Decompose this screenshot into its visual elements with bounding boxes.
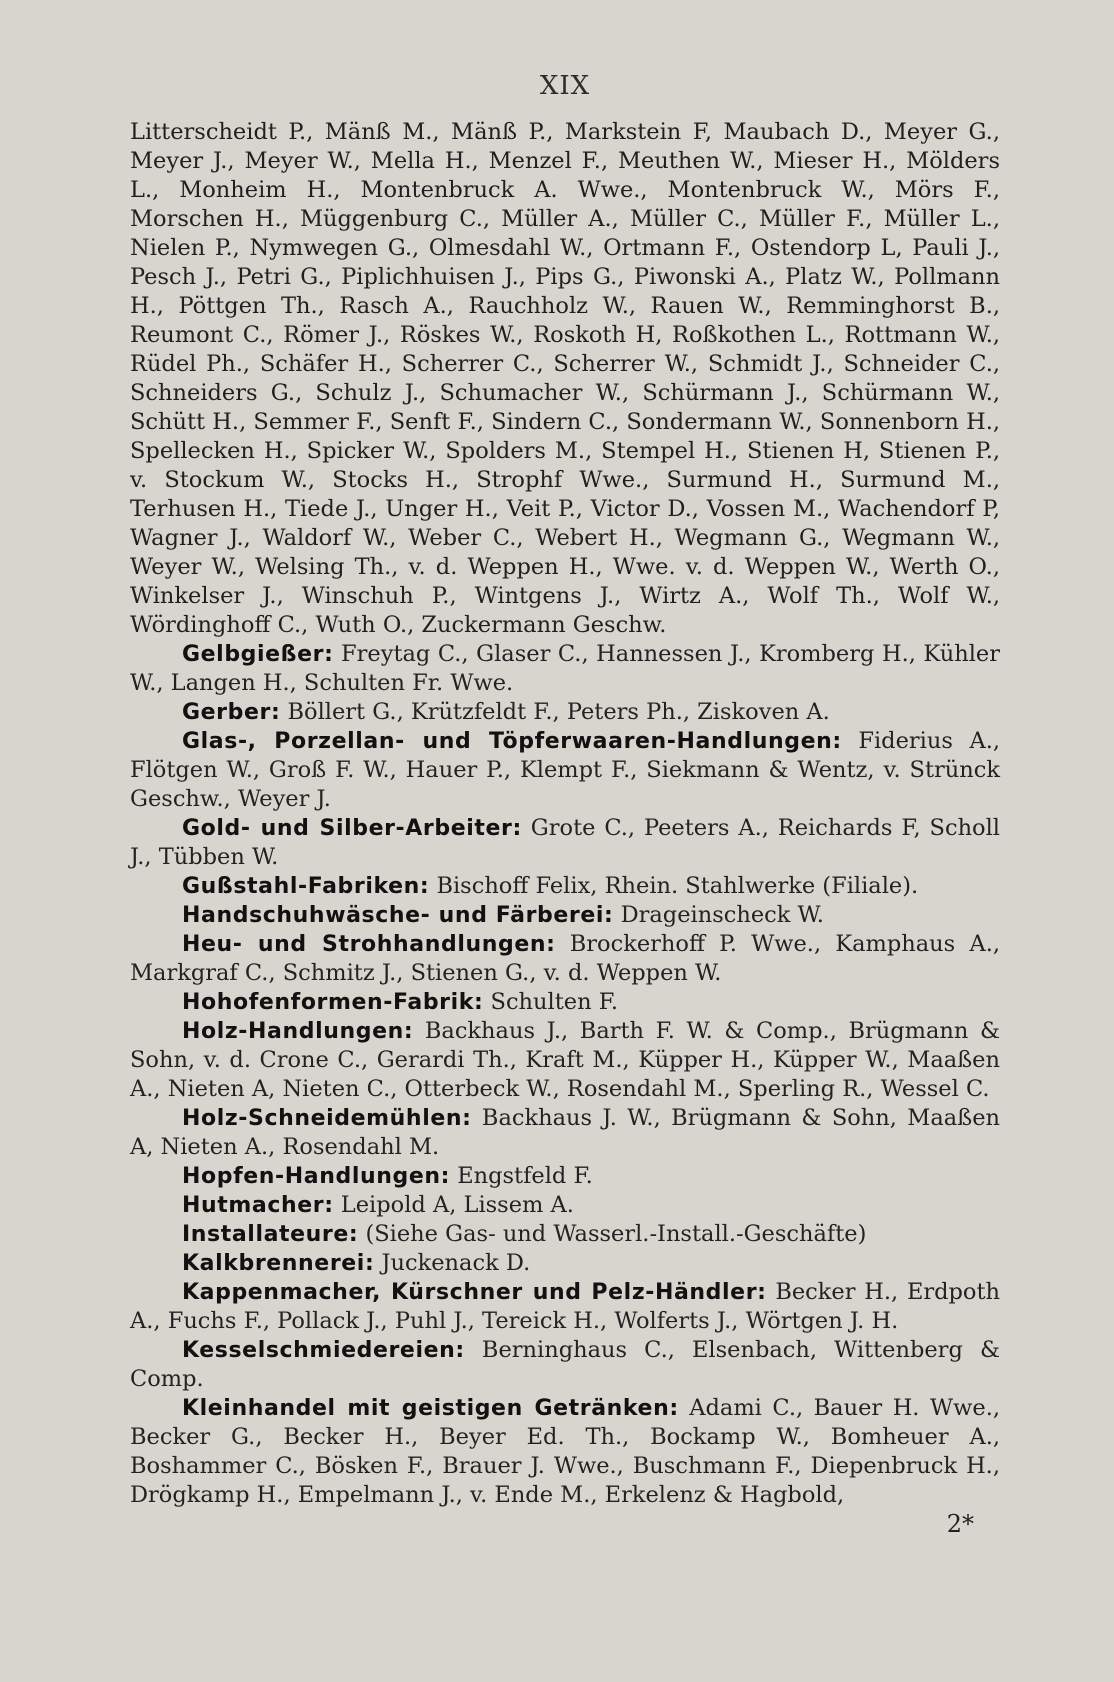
section-entries: (Siehe Gas- und Wasserl.-Install.-Geschäfte) xyxy=(365,1221,867,1247)
page-number: XIX xyxy=(539,71,591,101)
section-gerber xyxy=(130,698,1000,727)
section-kappenmacher xyxy=(130,1278,1000,1336)
section-heading: Hohofenformen-Fabrik: xyxy=(182,990,484,1015)
section-heading: Gelbgießer: xyxy=(182,642,334,667)
section-entries: Freytag C., Glaser C., Hannessen J., Kromberg H., Kühler W., Langen H., Schulten Fr. Wwe. xyxy=(130,641,1000,696)
section-heu-stroh xyxy=(130,930,1000,988)
section-heading: Holz-Schneidemühlen: xyxy=(182,1106,472,1131)
section-heading: Gold- und Silber-Arbeiter: xyxy=(182,816,522,841)
section-entries: Böllert G., Krützfeldt F., Peters Ph., Ziskoven A. xyxy=(287,699,830,725)
section-heading: Hopfen-Handlungen: xyxy=(182,1164,451,1189)
section-entries: Engstfeld F. xyxy=(457,1163,593,1189)
section-entries: Adami C., Bauer H. Wwe., Becker G., Becker H., Beyer Ed. Th., Bockamp W., Bomheuer A., Boshammer C., Bösken F., Brauer J. Wwe., Buschmann F., Diepenbruck H., Drögkamp H., Empelmann J., v. Ende M., Erkelenz & Hagbold, xyxy=(130,1395,1000,1508)
signature-mark: 2* xyxy=(946,1510,974,1538)
section-heading: Hutmacher: xyxy=(182,1193,334,1218)
section-heading: Kalkbrennerei: xyxy=(182,1251,375,1276)
section-gussstahl xyxy=(130,872,1000,901)
section-kesselschmiedereien xyxy=(130,1336,1000,1394)
section-entries: Fiderius A., Flötgen W., Groß F. W., Hauer P., Klempt F., Siekmann & Wentz, v. Strünck Geschw., Weyer J. xyxy=(130,728,1000,812)
section-heading: Installateure: xyxy=(182,1222,359,1247)
section-entries: Backhaus J. W., Brügmann & Sohn, Maaßen A, Nieten A., Rosendahl M. xyxy=(130,1105,1001,1160)
section-kleinhandel xyxy=(130,1394,1000,1510)
section-glas-porzellan xyxy=(130,727,1000,814)
section-holz-handlungen xyxy=(130,1017,1000,1104)
section-entries: Drageinscheck W. xyxy=(620,902,824,928)
section-entries: Backhaus J., Barth F. W. & Comp., Brügmann & Sohn, v. d. Crone C., Gerardi Th., Kraft M., Küpper H., Küpper W., Maaßen A., Nieten A, Nieten C., Otterbeck W., Rosendahl M., Sperling R., Wessel C. xyxy=(130,1018,1000,1102)
section-installateure xyxy=(130,1220,1000,1249)
section-entries: Brockerhoff P. Wwe., Kamphaus A., Markgraf C., Schmitz J., Stienen G., v. d. Weppen W. xyxy=(130,931,1000,986)
section-hutmacher xyxy=(130,1191,1000,1220)
section-holz-schneidemuehlen xyxy=(130,1104,1000,1162)
section-heading: Gerber: xyxy=(182,700,281,725)
section-kalkbrennerei xyxy=(130,1249,1000,1278)
section-entries: Leipold A, Lissem A. xyxy=(340,1192,574,1218)
section-heading: Handschuhwäsche- und Färberei: xyxy=(182,903,614,928)
section-handschuhwaesche xyxy=(130,901,1000,930)
section-heading: Glas-, Porzellan- und Töpferwaaren-Handlungen: xyxy=(182,729,842,754)
section-heading: Heu- und Strohhandlungen: xyxy=(182,932,556,957)
section-heading: Kappenmacher, Kürschner und Pelz-Händler: xyxy=(182,1280,767,1305)
section-heading: Holz-Handlungen: xyxy=(182,1019,414,1044)
section-gold-silber xyxy=(130,814,1000,872)
section-entries: Bischoff Felix, Rhein. Stahlwerke (Filiale). xyxy=(436,873,919,899)
section-entries: Grote C., Peeters A., Reichards F, Scholl J., Tübben W. xyxy=(130,815,1000,870)
directory-text xyxy=(130,118,1000,1510)
section-heading: Kesselschmiedereien: xyxy=(182,1338,465,1363)
section-hohofenformen xyxy=(130,988,1000,1017)
section-entries: Juckenack D. xyxy=(381,1250,531,1276)
section-gelbgiesser xyxy=(130,640,1000,698)
section-entries: Becker H., Erdpoth A., Fuchs F., Pollack J., Puhl J., Tereick H., Wolferts J., Wörtgen J. H. xyxy=(130,1279,1001,1334)
section-entries: Schulten F. xyxy=(490,989,618,1015)
section-entries: Berninghaus C., Elsenbach, Wittenberg & Comp. xyxy=(130,1337,1000,1392)
page-content xyxy=(130,64,1000,1536)
section-heading: Gußstahl-Fabriken: xyxy=(182,874,430,899)
section-heading: Kleinhandel mit geistigen Getränken: xyxy=(182,1396,679,1421)
section-hopfen xyxy=(130,1162,1000,1191)
intro-paragraph: Litterscheidt P., Mänß M., Mänß P., Markstein F, Maubach D., Meyer G., Meyer J., Meyer W., Mella H., Menzel F., Meuthen W., Mieser H., Mölders L., Monheim H., Montenbruck A. Wwe., Montenbruck W., Mörs F., Morschen H., Müggenburg C., Müller A., Müller C., Müller F., Müller L., Nielen P., Nymwegen G., Olmesdahl W., Ortmann F., Ostendorp L, Pauli J., Pesch J., Petri G., Piplichhuisen J., Pips G., Piwonski A., Platz W., Pollmann H., Pöttgen Th., Rasch A., Rauchholz W., Rauen W., Remminghorst B., Reumont C., Römer J., Röskes W., Roskoth H, Roßkothen L., Rottmann W., Rüdel Ph., Schäfer H., Scherrer C., Scherrer W., Schmidt J., Schneider C., Schneiders G., Schulz J., Schumacher W., Schürmann J., Schürmann W., Schütt H., Semmer F., Senft F., Sindern C., Sondermann W., Sonnenborn H., Spellecken H., Spicker W., Spolders M., Stempel H., Stienen H, Stienen P., v. Stockum W., Stocks H., Strophf Wwe., Surmund H., Surmund M., Terhusen H., Tiede J., Unger H., Veit P., Victor D., Vossen M., Wachendorf P, Wagner J., Waldorf W., Weber C., Webert H., Wegmann G., Wegmann W., Weyer W., Welsing Th., v. d. Weppen H., Wwe. v. d. Weppen W., Werth O., Winkelser J., Winschuh P., Wintgens J., Wirtz A., Wolf Th., Wolf W., Wördinghoff C., Wuth O., Zuckermann Geschw. xyxy=(130,119,1000,638)
